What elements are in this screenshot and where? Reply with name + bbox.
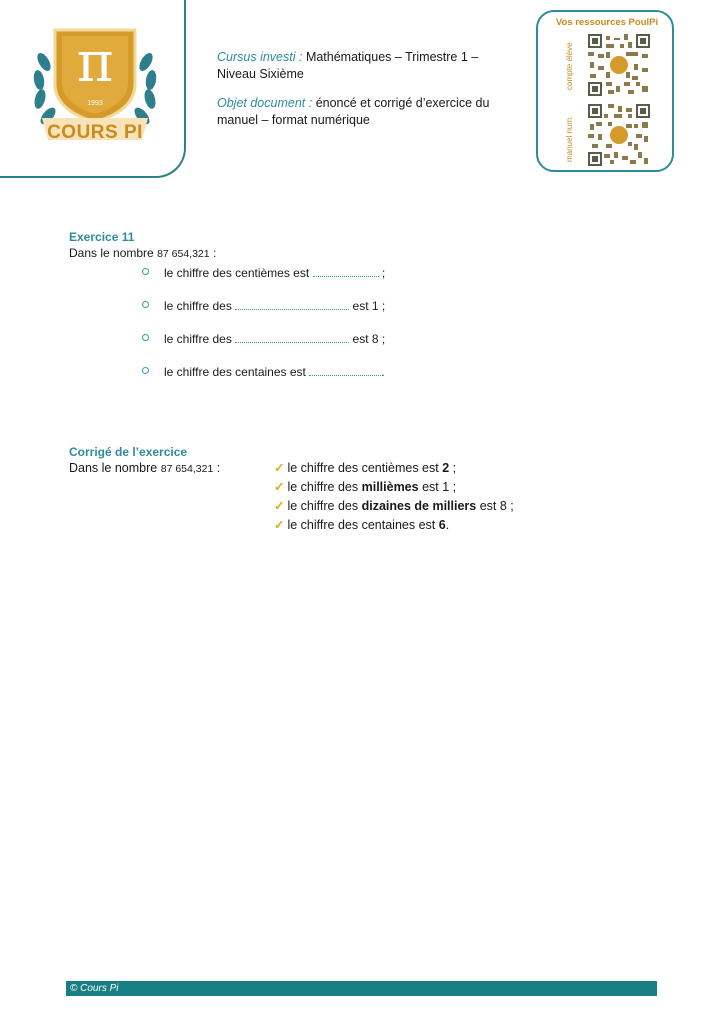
correction-intro [69, 461, 220, 475]
document-info [217, 49, 517, 141]
circle-bullet-icon [142, 268, 149, 275]
item-text: est 8 ; [476, 499, 514, 513]
item-text: le chiffre des centaines est [164, 365, 306, 379]
cursus-line [217, 49, 517, 83]
correction-intro-text: Dans le nombre [69, 461, 158, 475]
item-answer: 6 [438, 518, 446, 532]
item-text: le chiffre des centièmes est [287, 461, 443, 475]
list-item [274, 459, 514, 478]
item-text: le chiffre des centaines est [287, 518, 439, 532]
circle-bullet-icon [142, 367, 149, 374]
exercise-colon: : [212, 246, 217, 260]
footer-text: © Cours Pi [70, 983, 119, 994]
qr-code-icon[interactable] [588, 104, 650, 166]
list-item [140, 330, 385, 363]
list-item [274, 516, 514, 535]
circle-bullet-icon [142, 301, 149, 308]
correction-number: 87 654,321 [160, 463, 214, 475]
item-answer: millièmes [361, 480, 419, 494]
answer-blank[interactable] [235, 297, 349, 310]
item-text: ; [381, 266, 386, 280]
cursus-value: Mathématiques – Trimestre 1 – Niveau Sixième [217, 50, 479, 81]
list-item [274, 478, 514, 497]
logo-text: COURS PI [47, 122, 143, 143]
list-item [140, 297, 385, 330]
checkmark-icon: ✓ [274, 518, 285, 532]
objet-line [217, 95, 517, 129]
exercise-intro-text: Dans le nombre [69, 246, 154, 260]
list-item [140, 363, 385, 396]
checkmark-icon: ✓ [274, 461, 285, 475]
list-item [274, 497, 514, 516]
resources-label-bottom: manuel num. [565, 115, 574, 162]
item-text: le chiffre des [164, 299, 232, 313]
circle-bullet-icon [142, 334, 149, 341]
resources-title: Vos ressources PoulPi [555, 17, 659, 28]
list-item [140, 264, 385, 297]
item-text: est 1 ; [418, 480, 457, 494]
correction-title: Corrigé de l’exercice [69, 445, 188, 459]
item-text: . [381, 365, 385, 379]
checkmark-icon: ✓ [274, 499, 285, 513]
exercise-list [140, 264, 385, 396]
item-text: le chiffre des [287, 480, 362, 494]
exercise-number: 87 654,321 [157, 248, 210, 260]
objet-label: Objet document : [217, 96, 313, 110]
item-text: le chiffre des [287, 499, 362, 513]
logo-glyph: π [76, 30, 114, 95]
item-answer: dizaines de milliers [361, 499, 477, 513]
answer-blank[interactable] [309, 363, 381, 376]
answer-blank[interactable] [235, 330, 349, 343]
item-text: . [445, 518, 450, 532]
correction-colon: : [216, 461, 221, 475]
item-text: le chiffre des centièmes est [164, 266, 310, 280]
item-text: est 1 ; [352, 299, 386, 313]
resources-box [536, 10, 674, 172]
item-text: le chiffre des [164, 332, 232, 346]
objet-value: énoncé et corrigé d’exercice du manuel – format numérique [217, 96, 490, 127]
item-answer: 2 [442, 461, 450, 475]
item-text: est 8 ; [352, 332, 386, 346]
cursus-label: Cursus investi : [217, 50, 303, 64]
qr-code-icon[interactable] [588, 34, 650, 96]
checkmark-icon: ✓ [274, 480, 285, 494]
answer-blank[interactable] [313, 264, 379, 277]
correction-list [274, 459, 514, 535]
exercise-intro [69, 246, 216, 260]
resources-label-top: compte élève [565, 42, 574, 90]
item-text: ; [449, 461, 457, 475]
exercise-title: Exercice 11 [69, 230, 135, 244]
footer-bar [66, 981, 657, 996]
logo-year: 1993 [87, 100, 103, 107]
